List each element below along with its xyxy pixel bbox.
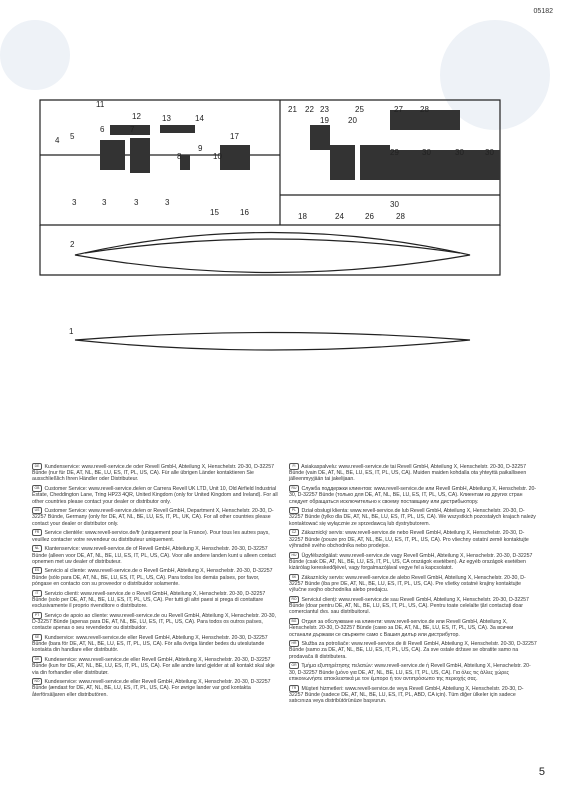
- service-entry: [32, 507, 280, 527]
- service-entry: [289, 596, 537, 616]
- country-flag-badge: CZ: [289, 529, 299, 536]
- service-text: Kundservice: www.revell-service.de eller Revell GmbH, Abteilung X, Henschelstr. 20-30, D-32257 Bünde (bara för DE, AT, NL, BE, LU, ES, IT, PL, US, CA). För alla övriga länder bedes du uteslutande kontakta din handlare eller distributör.: [32, 634, 268, 654]
- service-text: Ügyfélszolgálat: www.revell-service.de vagy Revell GmbH, Abteilung X, Henschelstr. 20-30, D-32257 Bünde (csak DE, AT, NL, BE, LU, ES, IT, PL, US, CA országok esetében). Az egyéb országok esetében kizárólag kereskedőjével, vagy forgalmazójával vegye fel a kapcsolatot.: [289, 552, 533, 572]
- part-number: 2: [70, 240, 75, 249]
- country-flag-badge: DK: [32, 656, 42, 663]
- sprue-svg: [30, 60, 535, 460]
- service-entry: [289, 529, 537, 549]
- part-number: 17: [230, 132, 239, 141]
- country-flag-badge: FI: [289, 463, 299, 470]
- service-text: Zákaznický servis: www.revell-service.de nebo Revell GmbH, Abteilung X, Henschelstr. 20-30, D-32257 Bünde (pouze pro DE, AT, NL, BE, LU, ES, IT, PL, US, CA). Pro všechny ostatní země kontaktujte výhradně svého obchodníka nebo prodejce.: [289, 530, 529, 549]
- service-entry: [289, 485, 537, 505]
- service-text: Τμήμα εξυπηρέτησης πελατών: www.revell-service.de ή Revell GmbH, Abteilung X, Henschelstr. 20-30, D-32257 Bünde (μόνο για DE, AT, NL, BE, LU, ES, IT, PL, US, CA). Για όλες τις άλλες χώρες επικοινωνήστε αποκλειστικά με τον έμπορο ή τον αντιπρόσωπο της περιοχής σας.: [289, 663, 531, 682]
- service-text: Klantenservice: www.revell-service.de of Revell GmbH, Abteilung X, Henschelstr. 20-30, D-32257 Bünde (alleen voor DE, AT, NL, BE, LU, ES, IT, PL, US, CA). Voor alle andere landen kunt u alleen contact opnemen met uw dealer of distributeur.: [32, 546, 276, 565]
- part-number: 16: [240, 208, 249, 217]
- service-text: Kundenservice: www.revell-service.de oder Revell GmbH, Abteilung X, Henschelstr. 20-30, D-32257 Bünde (nur für DE, AT, NL, BE, LU, ES, IT, PL, US, CA). Für alle übrigen Länder kontaktieren Sie ausschließlich Ihren Händler oder Distributeur.: [32, 463, 274, 483]
- service-text: Customer Service: www.revell-service.de/en or Revell GmbH, Department X, Henschelstr. 20-30, D-32257 Bünde, Germany (only for DE, AT, NL, BE, LU, ES, IT, PL, UK, CA). For all other countries please contact your dealer or distributor only.: [32, 508, 274, 527]
- country-flag-badge: DE: [32, 463, 42, 470]
- part-number: 14: [195, 114, 204, 123]
- country-flag-badge: US: [32, 507, 42, 514]
- country-flag-badge: ES: [32, 567, 42, 574]
- service-entry: [289, 618, 537, 638]
- service-text: Zákaznícky servis: www.revell-service.de alebo Revell GmbH, Abteilung X, Henschelstr. 20-30, D-32257 Bünde (iba pre DE, AT, NL, BE, LU, ES, IT, PL, US, CA). Pre všetky ostatné krajiny kontaktujte výlučne svojho obchodníka alebo predajcu.: [289, 574, 526, 594]
- country-flag-badge: PL: [289, 507, 299, 514]
- country-flag-badge: GR: [289, 662, 299, 669]
- service-text: Kundeservice: www.revell-service.de eller Revell GmbH, Abteilung X, Henschelstr. 20-30, D-32257 Bünde (ændast for DE, AT, NL, BE, LU, ES, IT, PL, US, CA). For øvrige lander var god kontakta återförsäljaren eller distributören.: [32, 679, 271, 698]
- service-entry: [32, 678, 280, 698]
- service-text: Serviço de apoio ao cliente: www.revell-service.de ou Revell GmbH, Abteilung X, Henschelstr. 20-30, D-32257 Bünde (apenas para DE, AT, NL, BE, LU, ES, IT, PL, US, CA). Para todos os outros países, contacte apenas o seu revendedor ou distribuidor.: [32, 612, 276, 632]
- part-number: 22: [305, 105, 314, 114]
- country-flag-badge: TR: [289, 685, 299, 692]
- part-number: 25: [355, 105, 364, 114]
- part-number: 26: [365, 212, 374, 221]
- service-column-right: [289, 463, 537, 707]
- service-entry: [32, 590, 280, 610]
- service-text: Servizio clienti: www.revell-service.de o Revell GmbH, Abteilung X, Henschelstr. 20-30, D-32257 Bünde (solo per DE, AT, NL, BE, LU, ES, IT, PL, US, CA). Per tutti gli altri paesi si prega di contattare esclusivamente il proprio rivenditore o distributore.: [32, 590, 266, 610]
- service-text: Dział obsługi klienta: www.revell-service.de lub Revell GmbH, Abteilung X, Henschelstr. 20-30, D-32257 Bünde (tylko dla DE, AT, NL, BE, LU, ES, IT, PL, US, CA). We wszystkich pozostałych krajach należy kontaktować się wyłącznie ze sprzedawcą lub dystrybutorem.: [289, 508, 536, 527]
- part-number: 18: [298, 212, 307, 221]
- customer-service-section: [32, 463, 537, 763]
- page-number: 5: [538, 766, 545, 778]
- part-number: 19: [320, 116, 329, 125]
- part-number: 30: [390, 200, 399, 209]
- country-flag-badge: BG: [289, 618, 299, 625]
- service-text: Serviciul clienți: www.revell-service.de sau Revell GmbH, Abteilung X, Henschelstr. 20-30, D-32257 Bünde (doar pentru DE, AT, NL, BE, LU, ES, IT, PL, US, CA). Pentru toate celelalte țări contactați doar comerciantul dvs. sau distribuitorul.: [289, 596, 529, 616]
- part-number: 9: [198, 144, 203, 153]
- country-flag-badge: RU: [289, 485, 299, 492]
- country-flag-badge: RO: [289, 596, 299, 603]
- part-number: 30: [455, 148, 464, 157]
- service-text: Müşteri hizmetleri: www.revell-service.de veya Revell GmbH, Abteilung X, Henschelstr. 20-30, D-32257 Bünde (sadece DE, AT, NL, BE, LU, ES, IT, PL, ABD, CA için). Tüm diğer ülkeler için sadece satıcınıza veya distribütörünüze başvurun.: [289, 685, 524, 705]
- part-number: 5: [70, 132, 75, 141]
- service-entry: [289, 685, 537, 705]
- country-flag-badge: HR: [289, 640, 299, 647]
- part-number: 7: [130, 125, 135, 134]
- part-number: 30: [485, 148, 494, 157]
- service-text: Отдел за обслужване на клиенти: www.revell-service.de или Revell GmbH, Abteilung X, Henschelstr. 20-30, D-32257 Bünde (само за DE, AT, NL, BE, LU, ES, IT, PL, US, CA). За всички останали държави се свържете само с Вашия дилър или дистрибутор.: [289, 618, 514, 638]
- part-number: 23: [320, 105, 329, 114]
- service-entry: [289, 574, 537, 594]
- part-number: 13: [162, 114, 171, 123]
- service-entry: [32, 463, 280, 483]
- country-flag-badge: IT: [32, 590, 42, 597]
- part-number: 3: [72, 198, 77, 207]
- service-entry: [289, 552, 537, 572]
- service-entry: [32, 656, 280, 676]
- part-number: 11: [96, 100, 105, 109]
- service-entry: [32, 529, 280, 542]
- country-flag-badge: NO: [32, 678, 42, 685]
- document-code: 05182: [533, 8, 553, 15]
- country-flag-badge: PT: [32, 612, 42, 619]
- service-entry: [289, 463, 537, 483]
- part-number: 20: [348, 116, 357, 125]
- part-number: 4: [55, 136, 60, 145]
- service-entry: [289, 507, 537, 527]
- service-entry: [32, 545, 280, 565]
- part-number: 10: [213, 152, 222, 161]
- part-number: 24: [335, 212, 344, 221]
- part-number: 3: [102, 198, 107, 207]
- service-text: Customer Service: www.revell-service.de/en or Carrera Revell UK LTD, Unit 10, Old Airfield Industrial Estate, Cheddington Lane, Tring HP23 4QR, United Kingdom (only for United Kingdom and Ireland). For all other countries please contact your dealer or distributor only.: [32, 486, 278, 505]
- part-number: 3: [134, 198, 139, 207]
- country-flag-badge: NL: [32, 545, 42, 552]
- part-number: 15: [210, 208, 219, 217]
- part-number: 30: [422, 148, 431, 157]
- service-entry: [289, 640, 537, 660]
- part-number: 28: [420, 105, 429, 114]
- service-text: Asiakaspalvelu: www.revell-service.de tai Revell GmbH, Abteilung X, Henschelstr. 20-30, D-32257 Bünde (vain DE, AT, NL, BE, LU, ES, IT, PL, US, CA). Muiden maiden kohdalla ota yhteyttä paikalliseen jälleenmyyjään tai jakelijaan.: [289, 463, 527, 483]
- service-text: Servicio al cliente: www.revell-service.de o Revell GmbH, Abteilung X, Henschelstr. 20-30, D-32257 Bünde (sólo para DE, AT, NL, BE, LU, ES, IT, PL, US, CA). Para todos los demás países, por favor, póngase en contacto con su proveedor o distribuidor solamente.: [32, 568, 273, 587]
- service-text: Služba za potrošače: www.revell-service.de ili Revell GmbH, Abteilung X, Henschelstr. 20-30, D-32257 Bünde (samo za DE, AT, NL, BE, LU, ES, IT, PL, US, CA). Za sve ostale države se obratite samo na prodavača ili distributera.: [289, 641, 537, 660]
- service-entry: [32, 567, 280, 587]
- part-number: 29: [390, 148, 399, 157]
- service-text: Kundeservice: www.revell-service.de eller Revell GmbH, Abteilung X, Henschelstr. 20-30, D-32257 Bünde (kun for DE, AT, NL, BE, LU, ES, IT, PL, US, CA). For alle andre land gjelder at all kontakt skal skje via din forhandler eller distributør.: [32, 656, 275, 676]
- sprue-diagram: [30, 60, 535, 460]
- part-number: 3: [165, 198, 170, 207]
- service-text: Service clientèle: www.revell-service.de/fr (uniquement pour la France). Pour tous les autres pays, veuillez contacter votre revendeur ou distributeur uniquement.: [32, 530, 270, 543]
- country-flag-badge: SE: [32, 634, 42, 641]
- country-flag-badge: SK: [289, 574, 299, 581]
- part-number: 28: [396, 212, 405, 221]
- part-number: 1: [69, 327, 74, 336]
- service-column-left: [32, 463, 280, 700]
- country-flag-badge: GB: [32, 485, 42, 492]
- country-flag-badge: HU: [289, 552, 299, 559]
- part-number: 6: [100, 125, 105, 134]
- service-entry: [32, 485, 280, 505]
- service-entry: [289, 662, 537, 682]
- service-entry: [32, 612, 280, 632]
- part-number: 27: [394, 105, 403, 114]
- service-text: Служба поддержки клиентов: www.revell-service.de или Revell GmbH, Abteilung X, Henschelstr. 20-30, D-32257 Bünde (только для DE, AT, NL, BE, LU, ES, IT, PL, US, CA). Клиентам из других стран следует обращаться исключительно к своему поставщику или дистрибьютору.: [289, 486, 537, 505]
- part-number: 8: [177, 152, 182, 161]
- country-flag-badge: FR: [32, 529, 42, 536]
- service-entry: [32, 634, 280, 654]
- part-number: 12: [132, 112, 141, 121]
- part-number: 21: [288, 105, 297, 114]
